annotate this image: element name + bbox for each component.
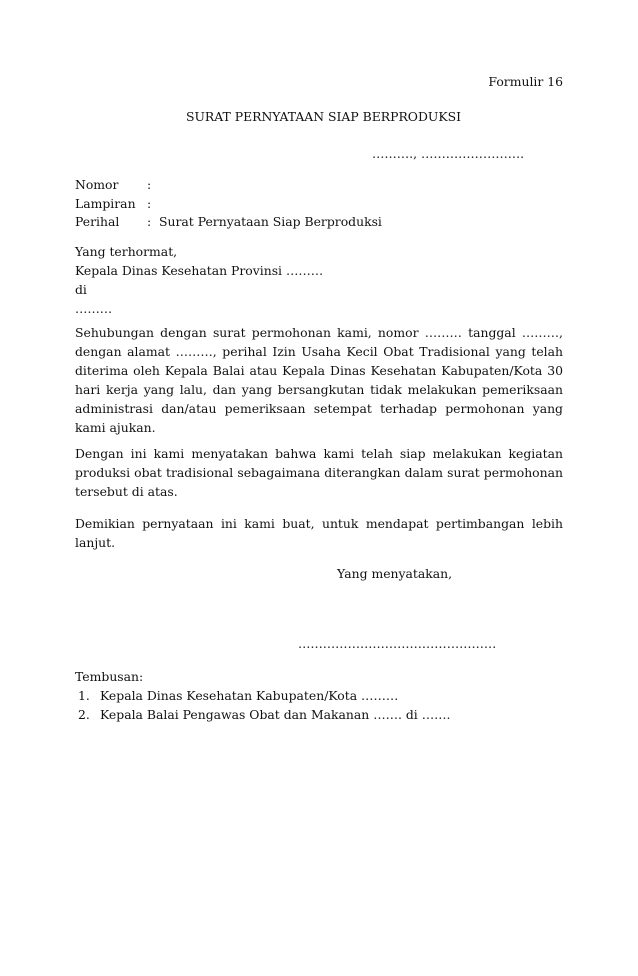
cc-item-number: 2. (78, 707, 90, 722)
paragraph-line: Demikian pernyataan ini kami buat, untuk mendapat pertimbangan lebih (75, 516, 563, 531)
cc-item-text: Kepala Dinas Kesehatan Kabupaten/Kota ……… (100, 688, 399, 703)
paragraph-1 (75, 323, 563, 437)
meta-row-nomor (75, 175, 475, 194)
paragraph-line: tersebut di atas. (75, 484, 178, 499)
form-number: Formulir 16 (488, 74, 563, 89)
paragraph-line: administrasi dan/atau pemeriksaan setempat terhadap permohonan yang (75, 401, 563, 416)
meta-colon: : (147, 214, 152, 229)
greeting: Yang terhormat, (75, 244, 178, 259)
signature-line: ………………………………………… (298, 636, 497, 651)
letter-title: SURAT PERNYATAAN SIAP BERPRODUKSI (186, 109, 461, 124)
paragraph-line: Dengan ini kami menyatakan bahwa kami telah siap melakukan kegiatan (75, 446, 563, 461)
recipient: Kepala Dinas Kesehatan Provinsi ……… (75, 263, 324, 278)
paragraph-3 (75, 514, 563, 552)
signature-label: Yang menyatakan, (337, 566, 453, 581)
place-date-placeholder: ………., ……………………. (372, 146, 525, 161)
address-place: ……… (75, 301, 113, 316)
meta-colon: : (147, 177, 152, 192)
paragraph-line: diterima oleh Kepala Balai atau Kepala Dinas Kesehatan Kabupaten/Kota 30 (75, 363, 563, 378)
paragraph-2 (75, 444, 563, 501)
cc-item (75, 705, 450, 724)
meta-label: Nomor (75, 177, 119, 192)
cc-list (75, 686, 450, 724)
address-di: di (75, 282, 87, 297)
paragraph-line: produksi obat tradisional sebagaimana diterangkan dalam surat permohonan (75, 465, 563, 480)
meta-row-perihal (75, 212, 475, 231)
cc-title: Tembusan: (75, 669, 144, 684)
paragraph-line: Sehubungan dengan surat permohonan kami, nomor ……… tanggal ………, (75, 325, 563, 340)
cc-item-number: 1. (78, 688, 90, 703)
meta-label: Lampiran (75, 196, 136, 211)
meta-colon: : (147, 196, 152, 211)
paragraph-line: dengan alamat ………, perihal Izin Usaha Kecil Obat Tradisional yang telah (75, 344, 563, 359)
meta-label: Perihal (75, 214, 120, 229)
meta-row-lampiran (75, 194, 475, 213)
meta-value: Surat Pernyataan Siap Berproduksi (159, 214, 382, 229)
cc-item (75, 686, 450, 705)
address-block (75, 242, 563, 318)
paragraph-line: kami ajukan. (75, 420, 156, 435)
paragraph-line: lanjut. (75, 535, 116, 550)
cc-item-text: Kepala Balai Pengawas Obat dan Makanan ……. di ……. (100, 707, 451, 722)
paragraph-line: hari kerja yang lalu, dan yang bersangkutan tidak melakukan pemeriksaan (75, 382, 563, 397)
